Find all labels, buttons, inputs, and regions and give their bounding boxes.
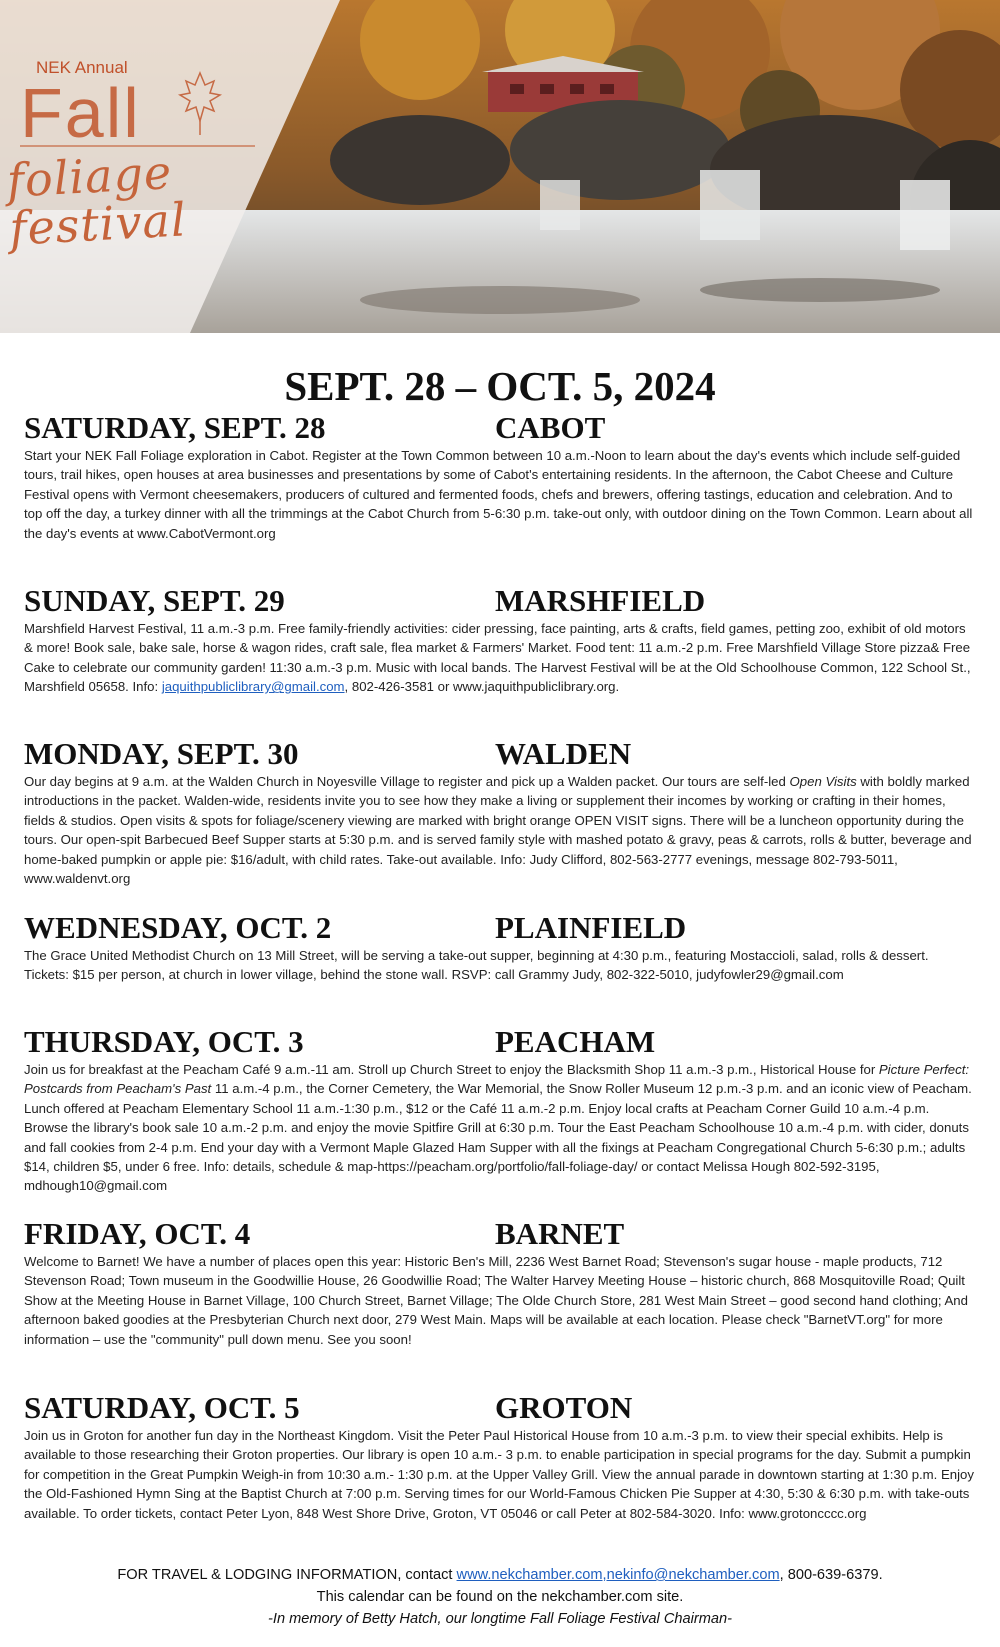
day-date: MONDAY, SEPT. 30 (24, 736, 299, 771)
day-description: Welcome to Barnet! We have a number of places open this year: Historic Ben's Mill, 2236 West Barnet Road; Stevenson's sugar house - maple products, 712 Stevenson Road; Town museum in the Goodwillie House, 26 Goodwillie Road; The Walter Harvey Meeting House – historic church, 868 Mosquitoville Road; Quilt Show at the Meeting House in Barnet Village, 100 Church Street, Barnet Village; The Olde Church Store, 281 West Main Street – good second hand clothing; And afternoon baked goodies at the Presbyterian Church next door, 279 West Main. Maps will be available at each location. Please check "BarnetVT.org" for more information – use the "community" pull down menu. See you soon! (24, 1254, 968, 1347)
day-heading (24, 1390, 974, 1426)
day-heading (24, 1024, 974, 1060)
day-town: MARSHFIELD (495, 583, 706, 618)
nekchamber-link[interactable]: www.nekchamber.com,nekinfo@nekchamber.com (456, 1567, 780, 1583)
day-description: Join us for breakfast at the Peacham Café 9 a.m.-11 am. Stroll up Church Street to enjoy the Blacksmith Shop 11 a.m.-3 p.m., Historical House for Picture Perfect: Postcards from Peacham's Past 11 a.m.-4 p.m., the Corner Cemetery, the War Memorial, the Snow Roller Museum 12 p.m.-3 p.m. and an iconic view of Peacham. Lunch offered at Peacham Elementary School 11 a.m.-1:30 p.m., $12 or the Café 11 a.m.-2 p.m. Enjoy local crafts at Peacham Corner Guild 10 a.m.-4 p.m. Browse the library's book sale 10 a.m.-2 p.m. and enjoy the movie Spitfire Grill at 6:30 p.m. Tour the East Peacham Schoolhouse 10 a.m.-4 p.m. with cider, donuts and fall cookies from 2-4 p.m. End your day with a Vermont Maple Glazed Ham Supper with all the fixings at Peacham Congregational Church 5-6:30 p.m.; adults $14, children $5, under 6 free. Info: details, schedule & map-https://peacham.org/portfolio/fall-foliage-day/ or contact Melissa Hough 802-592-3195, mdhough10@gmail.com (24, 1062, 972, 1194)
day-date: THURSDAY, OCT. 3 (24, 1024, 304, 1059)
day-description: The Grace United Methodist Church on 13 Mill Street, will be serving a take-out supper, beginning at 4:30 p.m., featuring Mostaccioli, salad, rolls & dessert. Tickets: $15 per person, at church in lower village, behind the stone wall. RSVP: call Grammy Judy, 802-322-5010, judyfowler29@gmail.com (24, 948, 929, 983)
day-date: WEDNESDAY, OCT. 2 (24, 910, 332, 945)
calendar-source-line: This calendar can be found on the nekchamber.com site. (316, 1589, 684, 1605)
day-description: Start your NEK Fall Foliage exploration in Cabot. Register at the Town Common between 10 a.m.-Noon to learn about the day's events which include self-guided tours, trail hikes, open houses at area businesses and presentations by some of Cabot's entertaining residents. In the afternoon, the Cabot Cheese and Culture Festival opens with Vermont cheesemakers, producers of cultured and fermented foods, chefs and brewers, offering tastings, education and celebration. And to top off the day, a turkey dinner with all the trimmings at the Cabot Church from 5-6:30 p.m. take-out only, with outdoor dining on the Town Common. Learn about all the day's events at www.CabotVermont.org (24, 448, 973, 541)
footer (0, 1564, 1000, 1630)
day-date: FRIDAY, OCT. 4 (24, 1216, 251, 1251)
day-section-marshfield (24, 583, 974, 697)
logo-fall-text: Fall (20, 74, 141, 152)
day-heading (24, 410, 974, 446)
hero-banner (0, 0, 1000, 333)
day-heading (24, 910, 974, 946)
logo-annual-text: NEK Annual (36, 58, 128, 77)
library-email-link[interactable]: jaquithpubliclibrary@gmail.com (161, 679, 345, 695)
day-town: WALDEN (495, 736, 632, 771)
day-date: SUNDAY, SEPT. 29 (24, 583, 285, 618)
day-heading (24, 1216, 974, 1252)
day-town: PEACHAM (495, 1024, 656, 1059)
day-section-groton (24, 1390, 974, 1523)
day-section-cabot (24, 410, 974, 543)
day-description: Marshfield Harvest Festival, 11 a.m.-3 p.m. Free family-friendly activities: cider pressing, face painting, arts & crafts, field games, petting zoo, exhibit of old motors & more! Book sale, bake sale, horse & wagon rides, craft sale, flea market & Farmers' Market. Food tent: 11 a.m.-2 p.m. Free Marshfield Village Store pizza& Free Cake to celebrate our community garden! 11:30 a.m.-3 p.m. Music with local bands. The Harvest Festival will be at the Old Schoolhouse Common, 122 School St., Marshfield 05658. Info: jaquithpubliclibrary@gmail.com, 802-426-3581 or www.jaquithpubliclibrary.org. (24, 621, 971, 695)
day-description: Our day begins at 9 a.m. at the Walden Church in Noyesville Village to register and pick up a Walden packet. Our tours are self-led Open Visits with boldly marked introductions in the packet. Walden-wide, residents invite you to see how they make a living or supplement their incomes by working or crafting in their homes, fields & studios. Open visits & spots for foliage/scenery viewing are marked with bright orange OPEN VISIT signs. There will be a luncheon opportunity during the tours. Our open-spit Barbecued Beef Supper starts at 5:30 p.m. and is served family style with mashed potato & gravy, peas & carrots, rolls & butter, beverage and home-baked pumpkin or apple pie: $16/adult, with child rates. Take-out available. Info: Judy Clifford, 802-563-2777 evenings, message 802-793-5011, www.waldenvt.org (24, 774, 972, 887)
page-title: SEPT. 28 – OCT. 5, 2024 (284, 363, 716, 409)
day-heading (24, 583, 974, 619)
logo-script-text: foliage festival (5, 145, 188, 256)
festival-logo (0, 0, 340, 333)
day-date: SATURDAY, OCT. 5 (24, 1390, 300, 1425)
day-town: BARNET (495, 1216, 625, 1251)
day-town: PLAINFIELD (495, 910, 687, 945)
day-section-walden (24, 736, 974, 888)
day-description: Join us in Groton for another fun day in the Northeast Kingdom. Visit the Peter Paul Historical House from 10 a.m.-3 p.m. to view their special exhibits. Help is available to those researching their Groton properties. Our library is open 10 a.m.- 3 p.m. to enable participation in special programs for the day. Submit a pumpkin for competition in the Great Pumpkin Weigh-in from 10:30 a.m.- 1:30 p.m. at the Upper Valley Grill. View the annual parade in downtown starting at 1:30 p.m. Enjoy the Old-Fashioned Hymn Sing at the Baptist Church at 7:00 p.m. Serving times for our World-Famous Chicken Pie Supper at 4:30, 5:30 & 6:30 p.m. with take-outs available. To order tickets, contact Peter Lyon, 848 West Shore Drive, Groton, VT 05046 or call Peter at 802-584-3020. Info: www.grotoncccc.org (24, 1428, 974, 1521)
day-heading (24, 736, 974, 772)
memorial-line: -In memory of Betty Hatch, our longtime Fall Foliage Festival Chairman- (268, 1611, 732, 1627)
day-section-barnet (24, 1216, 974, 1349)
travel-info-line: FOR TRAVEL & LODGING INFORMATION, contact www.nekchamber.com,nekinfo@nekchamber.com, 800-639-6379. (117, 1567, 883, 1583)
day-section-plainfield (24, 910, 974, 985)
day-section-peacham (24, 1024, 974, 1196)
day-date: SATURDAY, SEPT. 28 (24, 410, 326, 445)
day-town: CABOT (495, 410, 606, 445)
day-town: GROTON (495, 1390, 633, 1425)
